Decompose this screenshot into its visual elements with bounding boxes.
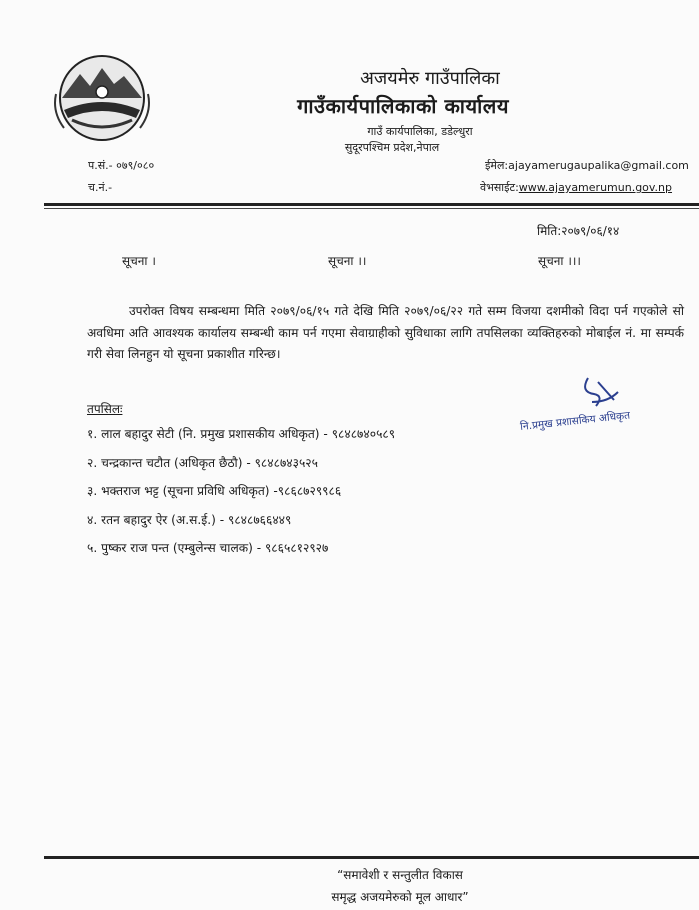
list-item: २. चन्द्रकान्त चटौत (अधिकृत छैठौ) - ९८४८७४३५२५	[87, 455, 318, 470]
signature-stamp	[518, 372, 636, 434]
slogan-line-2: समृद्ध अजयमेरुको मूल आधार”	[331, 890, 469, 904]
notice-title-1: सूचना ।	[122, 254, 156, 268]
email-contact: ईमेल:ajayamerugaupalika@gmail.com	[485, 159, 689, 172]
contact-list	[87, 424, 395, 567]
notice-title-3: सूचना ।।।	[538, 254, 581, 268]
header-divider-thin	[44, 208, 699, 209]
stamp-text: नि.प्रमुख प्रशासकिय अधिकृत	[519, 409, 631, 434]
province-address: सुदूरपश्चिम प्रदेश,नेपाल	[344, 141, 440, 154]
website-link[interactable]: www.ajayamerumun.gov.np	[518, 181, 673, 194]
notice-title-2: सूचना ।।	[328, 254, 367, 268]
list-item: ३. भक्तराज भट्ट (सूचना प्रविधि अधिकृत) -९८६८७२९९८६	[87, 484, 342, 498]
slogan-line-1: “समावेशी र सन्तुलीत विकास	[337, 868, 463, 882]
footer-divider	[44, 856, 699, 859]
municipality-name: अजयमेरु गाउँपालिका	[360, 68, 500, 89]
website-contact	[480, 180, 672, 195]
notice-date: मिति:२०७९/०६/१४	[537, 224, 620, 238]
list-item: १. लाल बहादुर सेटी (नि. प्रमुख प्रशासकीय अधिकृत) - ९८४८७४०५८९	[87, 427, 396, 441]
office-address: गाउँ कार्यपालिका, डडेल्धुरा	[367, 125, 473, 138]
reference-number: प.सं.- ०७९/०८०	[88, 159, 155, 172]
office-name: गाउँकार्यपालिकाको कार्यालय	[297, 94, 509, 118]
details-heading: तपसिलः	[87, 402, 123, 416]
website-label: वेभसाईट:	[480, 181, 519, 194]
list-item: ५. पुष्कर राज पन्त (एम्बुलेन्स चालक) - ९८६५८१२९२७	[87, 541, 329, 555]
dispatch-number: च.नं.-	[88, 181, 113, 194]
notice-body: उपरोक्त विषय सम्बन्धमा मिति २०७९/०६/१५ गते देखि मिति २०७९/०६/२२ गते सम्म विजया दशमीको विदा पर्न गएकोले सो अवधिमा अति आवश्यक कार्यालय सम्बन्धी काम पर्न गएमा सेवाग्राहीको सुविधाका लागि तपसिलका व्यक्तिहरुको मोबाईल नं. मा सम्पर्क गरी सेवा लिनहुन यो सूचना प्रकाशीत गरिन्छ।	[87, 304, 684, 361]
header-divider-thick	[44, 203, 699, 206]
list-item: ४. रतन बहादुर ऐर (अ.स.ई.) - ९८४८७६६४४९	[87, 512, 292, 527]
nepal-emblem-logo	[42, 52, 162, 144]
